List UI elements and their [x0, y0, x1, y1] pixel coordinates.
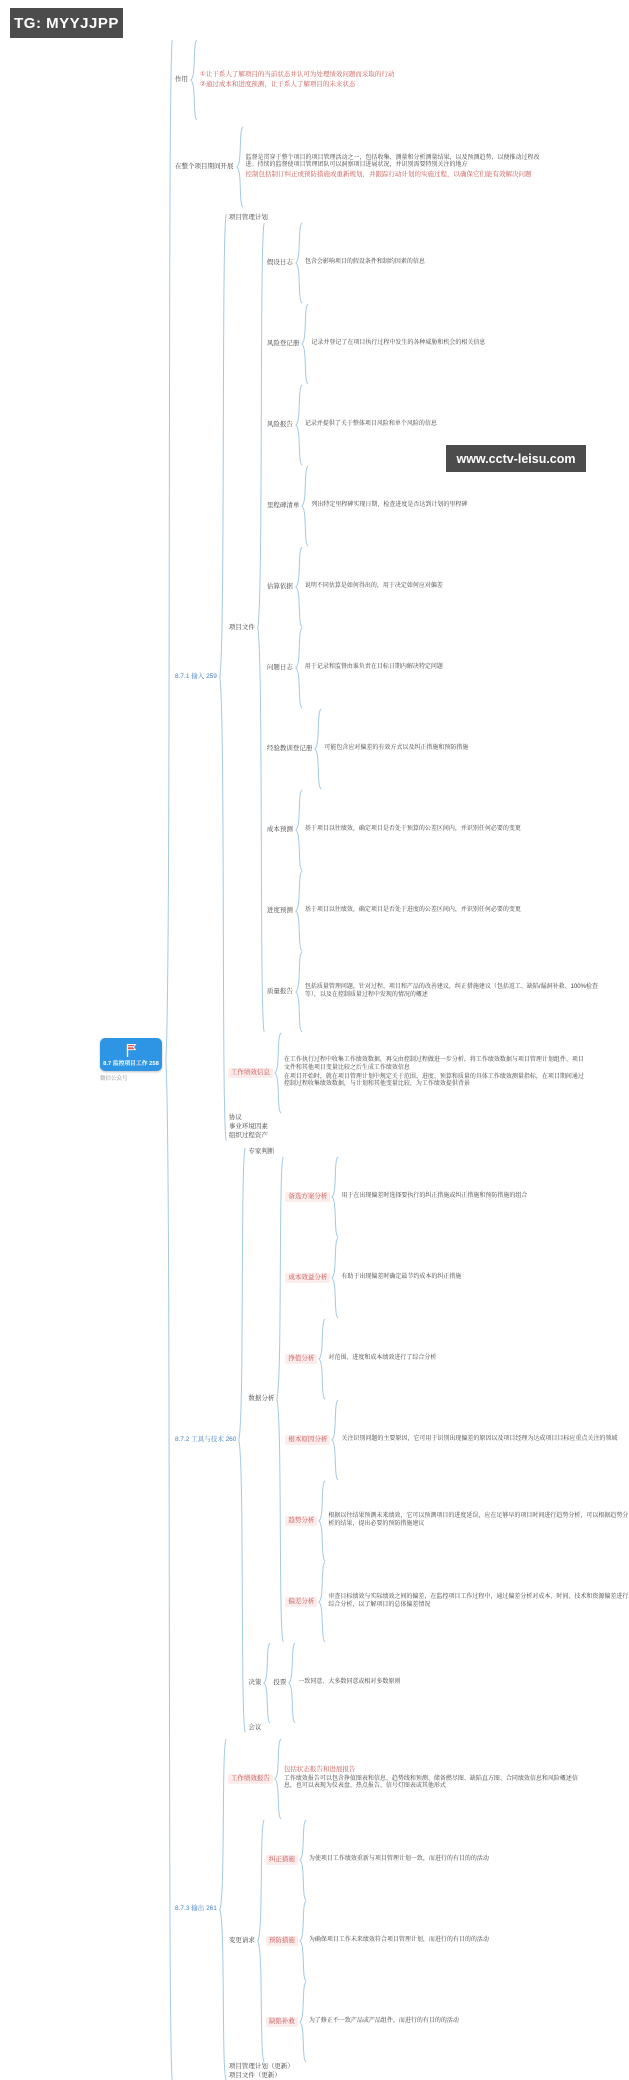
brace-connector: [276, 1157, 284, 1642]
node-label[interactable]: 记录并登记了在项目执行过程中发生的各种威胁和机会的相关信息: [311, 340, 486, 347]
node-label[interactable]: 事业环境因素: [228, 1123, 268, 1131]
node-label[interactable]: 预防措施: [266, 1936, 298, 1946]
map-node: [266, 1982, 490, 2062]
map-node: [247, 1148, 600, 1156]
map-node: [285, 1238, 600, 1318]
node-label[interactable]: 一致同意、大多数同意或相对多数原则: [298, 1678, 401, 1685]
node-children: [304, 907, 522, 915]
map-node: [304, 907, 522, 915]
node-children: [285, 1157, 629, 1642]
map-node: [304, 984, 600, 1000]
node-label[interactable]: 挣值分析: [285, 1354, 317, 1364]
map-node: [340, 1274, 462, 1282]
node-children: [272, 1643, 401, 1723]
map-node: [228, 1123, 600, 1131]
central-topic[interactable]: [100, 1038, 162, 1072]
node-label[interactable]: 趋势分析: [285, 1516, 317, 1526]
brace-connector: [301, 304, 309, 384]
node-label[interactable]: 作用: [175, 75, 188, 83]
node-label[interactable]: 审查目标绩效与实际绩效之间的偏差，在监控项目工作过程中，通过偏差分析对成本、时间、技术和资源偏差进行综合分析，以了解项目的总体偏差情况: [328, 1593, 629, 1608]
node-label[interactable]: 包含会影响项目的假设条件和制约因素的信息: [304, 259, 425, 266]
map-node: [199, 81, 395, 89]
node-children: [340, 1435, 618, 1444]
node-children: [228, 214, 600, 1141]
map-node: [174, 214, 600, 1141]
node-children: [297, 1679, 401, 1687]
node-children: [245, 155, 547, 180]
node-label[interactable]: 质量报告: [266, 988, 293, 996]
brace-connector: [295, 223, 303, 303]
node-label[interactable]: 问题日志: [266, 664, 293, 672]
node-label[interactable]: 基于项目以往绩效，确定项目是否处于进度的公差区间内，并识别任何必要的变更: [304, 907, 521, 914]
node-label[interactable]: 为确保项目工作未来绩效符合项目管理计划，而进行的有目的的活动: [308, 1936, 489, 1943]
node-children: [304, 984, 600, 1000]
node-label[interactable]: 根本原因分析: [285, 1435, 330, 1445]
node-label[interactable]: 投票: [273, 1678, 287, 1686]
node-children: [304, 583, 444, 591]
central-topic-label: 8.7 监控项目工作 258: [103, 1060, 159, 1067]
map-node: [327, 1512, 629, 1529]
map-node: [228, 2063, 585, 2071]
map-node: [228, 1114, 600, 1122]
node-label[interactable]: 用于记录和监督由谁负责在目标日期内解决特定问题: [304, 664, 443, 671]
brace-connector: [299, 1901, 307, 1981]
node-children: [327, 1593, 629, 1610]
node-label[interactable]: 8.7.2 工具与技术 260: [175, 1435, 237, 1443]
brace-connector: [288, 1643, 296, 1723]
map-node: [285, 1400, 618, 1480]
brace-connector: [314, 709, 322, 789]
map-node: [228, 1739, 585, 1819]
map-node: [304, 664, 444, 672]
brace-connector: [318, 1319, 326, 1399]
map-node: [272, 1643, 401, 1723]
node-label[interactable]: 协议: [228, 1114, 242, 1122]
node-label[interactable]: 在工作执行过程中收集工作绩效数据，再交由控制过程做进一步分析。将工作绩效数据与项目管理计划组件、项目文件和其他项目变量比较之后生成工作绩效信息: [283, 1057, 584, 1071]
node-children: [310, 340, 486, 348]
node-children: [327, 1512, 629, 1529]
node-label[interactable]: 进度预测: [266, 907, 293, 915]
brace-connector: [219, 214, 227, 1141]
map-node: [323, 745, 469, 753]
central-topic-caption: 微信公众号: [100, 1076, 128, 1083]
brace-connector: [295, 385, 303, 465]
brace-connector: [219, 1739, 227, 2080]
mindmap: [100, 40, 629, 2080]
map-node: [266, 871, 600, 951]
node-label[interactable]: 记录并提供了关于整体项目风险和单个风险的信息: [304, 421, 437, 428]
node-label[interactable]: 8.7.3 输出 261: [175, 1905, 217, 1913]
map-node: [245, 171, 547, 179]
node-label[interactable]: 项目管理计划（更新）: [228, 2062, 294, 2070]
map-node: [327, 1355, 437, 1363]
node-label[interactable]: 基于项目以往绩效，确定项目是否处于预算的公差区间内，并识别任何必要的变更: [304, 826, 521, 833]
map-node: [283, 1074, 585, 1090]
node-label[interactable]: 专家判断: [248, 1147, 275, 1155]
map-node: [266, 628, 600, 708]
node-label[interactable]: 包括状态报告和进展报告: [283, 1766, 356, 1774]
node-label[interactable]: 为使项目工作绩效重新与项目管理计划一致，而进行的有目的的活动: [308, 1855, 489, 1862]
map-node: [228, 223, 600, 1032]
map-node: [283, 1776, 585, 1792]
map-node: [228, 1820, 585, 2062]
node-label[interactable]: 说明不同估算是如何得出的，用于决定如何应对偏差: [304, 583, 443, 590]
node-children: [199, 71, 395, 88]
map-node: [297, 1679, 401, 1687]
map-node: [308, 2018, 460, 2026]
brace-connector: [236, 127, 244, 207]
node-children: [266, 223, 600, 1032]
map-node: [266, 790, 600, 870]
map-node: [304, 583, 444, 591]
node-label[interactable]: ②通过成本和进度预测，让干系人了解项目的未来状态: [200, 80, 356, 88]
node-label[interactable]: 偏差分析: [285, 1597, 317, 1607]
map-node: [285, 1481, 629, 1561]
node-label[interactable]: 有助于出现偏差时确定最节约成本的纠正措施: [341, 1273, 462, 1280]
node-label[interactable]: 包括质量管理问题，针对过程、项目和产品的改善建议，纠正措施建议（包括返工、缺陷/漏洞补救、100%检查等），以及在控制质量过程中发现的情况的概述: [304, 984, 598, 999]
node-label[interactable]: 控制包括制订纠正或预防措施或重新规划，并跟踪行动计划的实施过程，以确保它们能有效解决问题: [245, 171, 532, 179]
node-children: [304, 259, 426, 267]
map-node: [285, 1562, 629, 1642]
node-children: [308, 1937, 490, 1945]
node-label[interactable]: 用于在出现偏差时选择要执行的纠正措施或纠正措施和预防措施的组合: [341, 1192, 528, 1199]
brace-connector: [299, 1982, 307, 2062]
node-children: [283, 1057, 585, 1089]
map-node: [247, 1724, 600, 1732]
map-node: [228, 2072, 585, 2080]
brace-connector: [295, 790, 303, 870]
node-label[interactable]: 纠正措施: [266, 1855, 298, 1865]
node-children: [310, 502, 468, 510]
map-node: [247, 1643, 600, 1723]
node-label[interactable]: 缺陷补救: [266, 2017, 298, 2027]
node-children: [283, 1766, 585, 1791]
node-label[interactable]: 风险登记册: [266, 340, 300, 348]
node-label[interactable]: ①让干系人了解项目的当前状态并认可为处理绩效问题而采取的行动: [200, 71, 395, 79]
node-label[interactable]: 工作绩效信息: [228, 1068, 273, 1078]
map-node: [308, 1937, 490, 1945]
brace-connector: [257, 1820, 265, 2062]
node-label[interactable]: 成本效益分析: [285, 1273, 330, 1283]
map-node: [174, 40, 600, 120]
brace-connector: [295, 871, 303, 951]
brace-connector: [238, 1148, 246, 1732]
node-label[interactable]: 为了修正不一致产品或产品组件，而进行的有目的的活动: [308, 2017, 459, 2024]
watermark-bottom: www.cctv-leisu.com: [446, 445, 586, 472]
brace-connector: [257, 223, 265, 1032]
map-node: [266, 466, 600, 546]
node-children: [247, 1147, 629, 1732]
map-node: [340, 1435, 618, 1444]
node-children: [340, 1274, 462, 1282]
node-label[interactable]: 对范围、进度和成本绩效进行了综合分析: [328, 1354, 437, 1361]
map-node: [304, 259, 426, 267]
central-topic-wrap: [100, 1038, 162, 1083]
map-node: [266, 223, 600, 303]
node-label[interactable]: 风险报告: [266, 421, 293, 429]
node-label[interactable]: 8.7.1 输入 259: [175, 673, 217, 681]
map-node: [340, 1193, 528, 1201]
map-node: [174, 127, 600, 207]
map-node: [308, 1856, 490, 1864]
watermark-top: TG: MYYJJPP: [10, 8, 123, 38]
node-children: [304, 826, 522, 834]
map-node: [304, 826, 522, 834]
map-node: [228, 214, 600, 222]
map-node: [283, 1766, 585, 1774]
map-node: [266, 304, 600, 384]
tree-root-children: [174, 40, 629, 2080]
map-node: [327, 1593, 629, 1610]
map-node: [174, 1147, 629, 1732]
node-label[interactable]: 数据分析: [248, 1395, 275, 1403]
map-node: [283, 1057, 585, 1073]
map-node: [228, 1132, 600, 1140]
node-children: [323, 745, 469, 753]
node-label[interactable]: 经验教训登记册: [266, 745, 313, 753]
map-node: [304, 421, 438, 429]
node-children: [304, 664, 444, 672]
node-label[interactable]: 备选方案分析: [285, 1192, 330, 1202]
node-label[interactable]: 变更请求: [228, 1936, 255, 1944]
node-label[interactable]: 根据以往结果预测未来绩效，它可以预测项目的进度延误，应在足够早的项目时间进行趋势分析，可以根据趋势分析的结果，提出必要的预防措施建议: [328, 1512, 629, 1527]
map-node: [310, 340, 486, 348]
node-label[interactable]: 关注识别问题的主要原因，它可用于识别出现偏差的原因以及项目经理为达成项目目标应重点关注的领域: [341, 1435, 618, 1442]
brace-connector: [331, 1238, 339, 1318]
node-children: [340, 1193, 528, 1201]
node-children: [228, 1739, 585, 2080]
map-node: [245, 155, 547, 171]
map-node: [285, 1319, 600, 1399]
brace-connector: [331, 1157, 339, 1237]
map-node: [174, 1739, 600, 2080]
map-node: [310, 502, 468, 510]
node-label[interactable]: 工作绩效报告: [228, 1774, 273, 1784]
flag-icon: [123, 1043, 139, 1058]
node-label[interactable]: 工作绩效报告可以包含挣值图表和信息、趋势线和预测、储备燃尽图、缺陷直方图、合同绩效信息和风险概述信息，也可以表现为仪表盘、热点报告、信号灯图表或其他形式: [283, 1775, 578, 1790]
node-label[interactable]: 可能包含应对偏差的有效方式以及纠正措施和预防措施: [324, 745, 469, 752]
map-node: [266, 1820, 490, 1900]
brace-connector: [295, 547, 303, 627]
node-children: [266, 1820, 490, 2062]
node-label[interactable]: 组织过程资产: [228, 1132, 268, 1140]
node-label[interactable]: 项目管理计划: [228, 214, 268, 221]
brace-connector: [295, 952, 303, 1032]
node-label[interactable]: 决策: [248, 1678, 262, 1686]
map-node: [228, 1033, 600, 1113]
brace-connector: [295, 628, 303, 708]
map-node: [266, 547, 600, 627]
brace-connector: [263, 1643, 271, 1723]
node-label[interactable]: 在整个项目期间开展: [175, 162, 234, 170]
brace-connector: [274, 1033, 282, 1113]
node-label[interactable]: 假设日志: [266, 259, 293, 267]
node-children: [304, 421, 438, 429]
node-label[interactable]: 监督是贯穿于整个项目的项目管理活动之一，包括收集、测量和分析测量结果，以及预测趋势，以便推动过程改进。持续的监督使项目管理团队可以洞察项目进展状况，并识别需要特别关注的地方: [245, 154, 540, 169]
map-node: [266, 952, 600, 1032]
node-label[interactable]: 在项目开始时，就在项目管理计划中规定关于范围、进度、预算和质量的具体工作绩效测量指标，在项目期间通过控制过程收集绩效数据，与计划和其他变量比较，为工作绩效提供背景: [283, 1073, 584, 1088]
node-children: [308, 1856, 490, 1864]
node-label[interactable]: 会议: [248, 1723, 262, 1731]
node-label[interactable]: 估算依据: [266, 583, 293, 591]
node-label[interactable]: 项目文件（更新）: [228, 2071, 281, 2079]
brace-connector: [318, 1481, 326, 1561]
map-node: [199, 71, 395, 79]
node-children: [327, 1355, 437, 1363]
node-label[interactable]: 列出特定里程碑实现日期，检查进度是否达到计划的里程碑: [311, 502, 468, 509]
node-label[interactable]: 里程碑清单: [266, 502, 300, 510]
map-node: [285, 1157, 600, 1237]
node-label[interactable]: 项目文件: [228, 623, 255, 631]
brace-connector: [165, 40, 173, 2080]
node-label[interactable]: 成本预测: [266, 826, 293, 834]
map-node: [247, 1157, 629, 1642]
node-children: [308, 2018, 460, 2026]
brace-connector: [301, 466, 309, 546]
map-node: [266, 709, 600, 789]
brace-connector: [190, 40, 198, 120]
brace-connector: [331, 1400, 339, 1480]
brace-connector: [274, 1739, 282, 1819]
brace-connector: [318, 1562, 326, 1642]
brace-connector: [299, 1820, 307, 1900]
map-node: [266, 1901, 490, 1981]
